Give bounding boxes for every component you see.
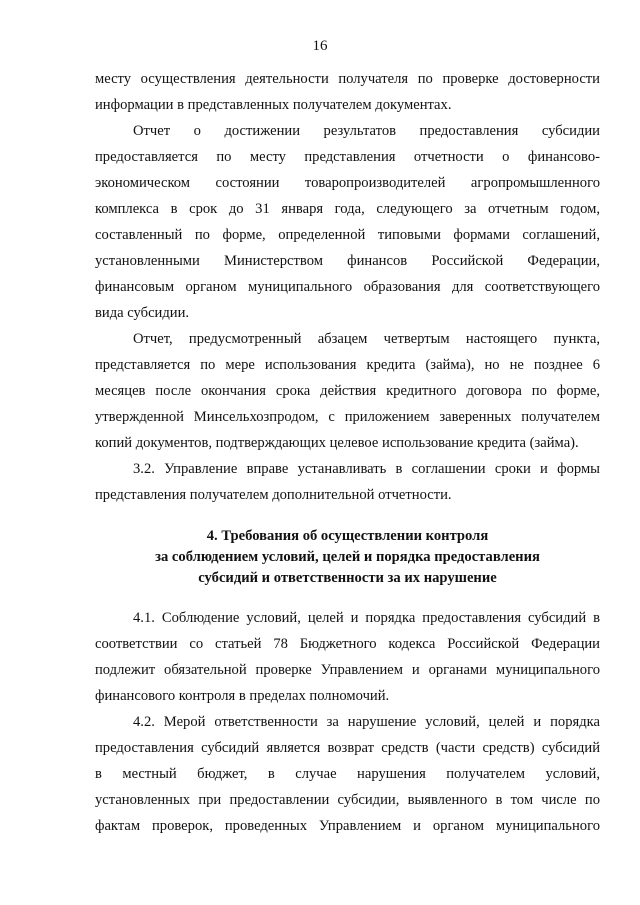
- text-line: вида субсидии.: [95, 305, 190, 321]
- text-line: месту осуществления деятельности получателя по проверке достоверности: [95, 71, 600, 87]
- paragraph: [95, 326, 600, 456]
- text-line: предоставления субсидий является возврат средств (части средств) субсидий: [95, 740, 600, 756]
- text-line: предоставляется по месту представления отчетности о финансово-: [95, 149, 600, 165]
- text-line: подлежит обязательной проверке Управлением и органами муниципального: [95, 662, 600, 678]
- text-line: финансовым органом муниципального образования для соответствующего: [95, 279, 600, 295]
- text-line: составленный по форме, определенной типовыми формами соглашений,: [95, 227, 600, 243]
- text-line: в местный бюджет, в случае нарушения получателем условий,: [95, 766, 600, 782]
- document-body: [95, 66, 600, 839]
- section-heading: [95, 526, 600, 589]
- paragraph: [95, 118, 600, 326]
- paragraph: [95, 66, 600, 118]
- paragraphs-after-section: [95, 605, 600, 839]
- text-line: соответствии со статьей 78 Бюджетного кодекса Российской Федерации: [95, 636, 600, 652]
- text-line: 3.2. Управление вправе устанавливать в соглашении сроки и формы: [133, 461, 600, 477]
- text-line: комплекса в срок до 31 января года, следующего за отчетным годом,: [95, 201, 600, 217]
- text-line: утвержденной Минсельхозпродом, с приложением заверенных получателем: [95, 409, 600, 425]
- text-line: месяцев после окончания срока действия кредитного договора по форме,: [95, 383, 600, 399]
- text-line: Отчет, предусмотренный абзацем четвертым настоящего пункта,: [133, 331, 600, 347]
- page-number: 16: [312, 38, 328, 54]
- section-heading-line-3: субсидий и ответственности за их нарушение: [198, 570, 497, 586]
- text-line: представления получателем дополнительной отчетности.: [95, 487, 452, 503]
- text-line: Отчет о достижении результатов предоставления субсидии: [133, 123, 600, 139]
- text-line: представляется по мере использования кредита (займа), но не позднее 6: [95, 357, 600, 373]
- paragraph: [95, 456, 600, 508]
- text-line: установленными Министерством финансов Российской Федерации,: [95, 253, 600, 269]
- section-heading-line-2: за соблюдением условий, целей и порядка предоставления: [155, 549, 540, 565]
- text-line: фактам проверок, проведенных Управлением и органом муниципального: [95, 818, 600, 834]
- text-line: финансового контроля в пределах полномочий.: [95, 688, 390, 704]
- section-heading-line-1: 4. Требования об осуществлении контроля: [206, 528, 489, 544]
- text-line: 4.1. Соблюдение условий, целей и порядка предоставления субсидий в: [133, 610, 600, 626]
- text-line: установленных при предоставлении субсидии, выявленного в том числе по: [95, 792, 600, 808]
- paragraph: [95, 605, 600, 709]
- paragraph: [95, 709, 600, 839]
- text-line: копий документов, подтверждающих целевое использование кредита (займа).: [95, 435, 579, 451]
- text-line: экономическом состоянии товаропроизводителей агропромышленного: [95, 175, 600, 191]
- text-line: информации в представленных получателем документах.: [95, 97, 452, 113]
- text-line: 4.2. Мерой ответственности за нарушение условий, целей и порядка: [133, 714, 600, 730]
- paragraphs-before-section: [95, 66, 600, 508]
